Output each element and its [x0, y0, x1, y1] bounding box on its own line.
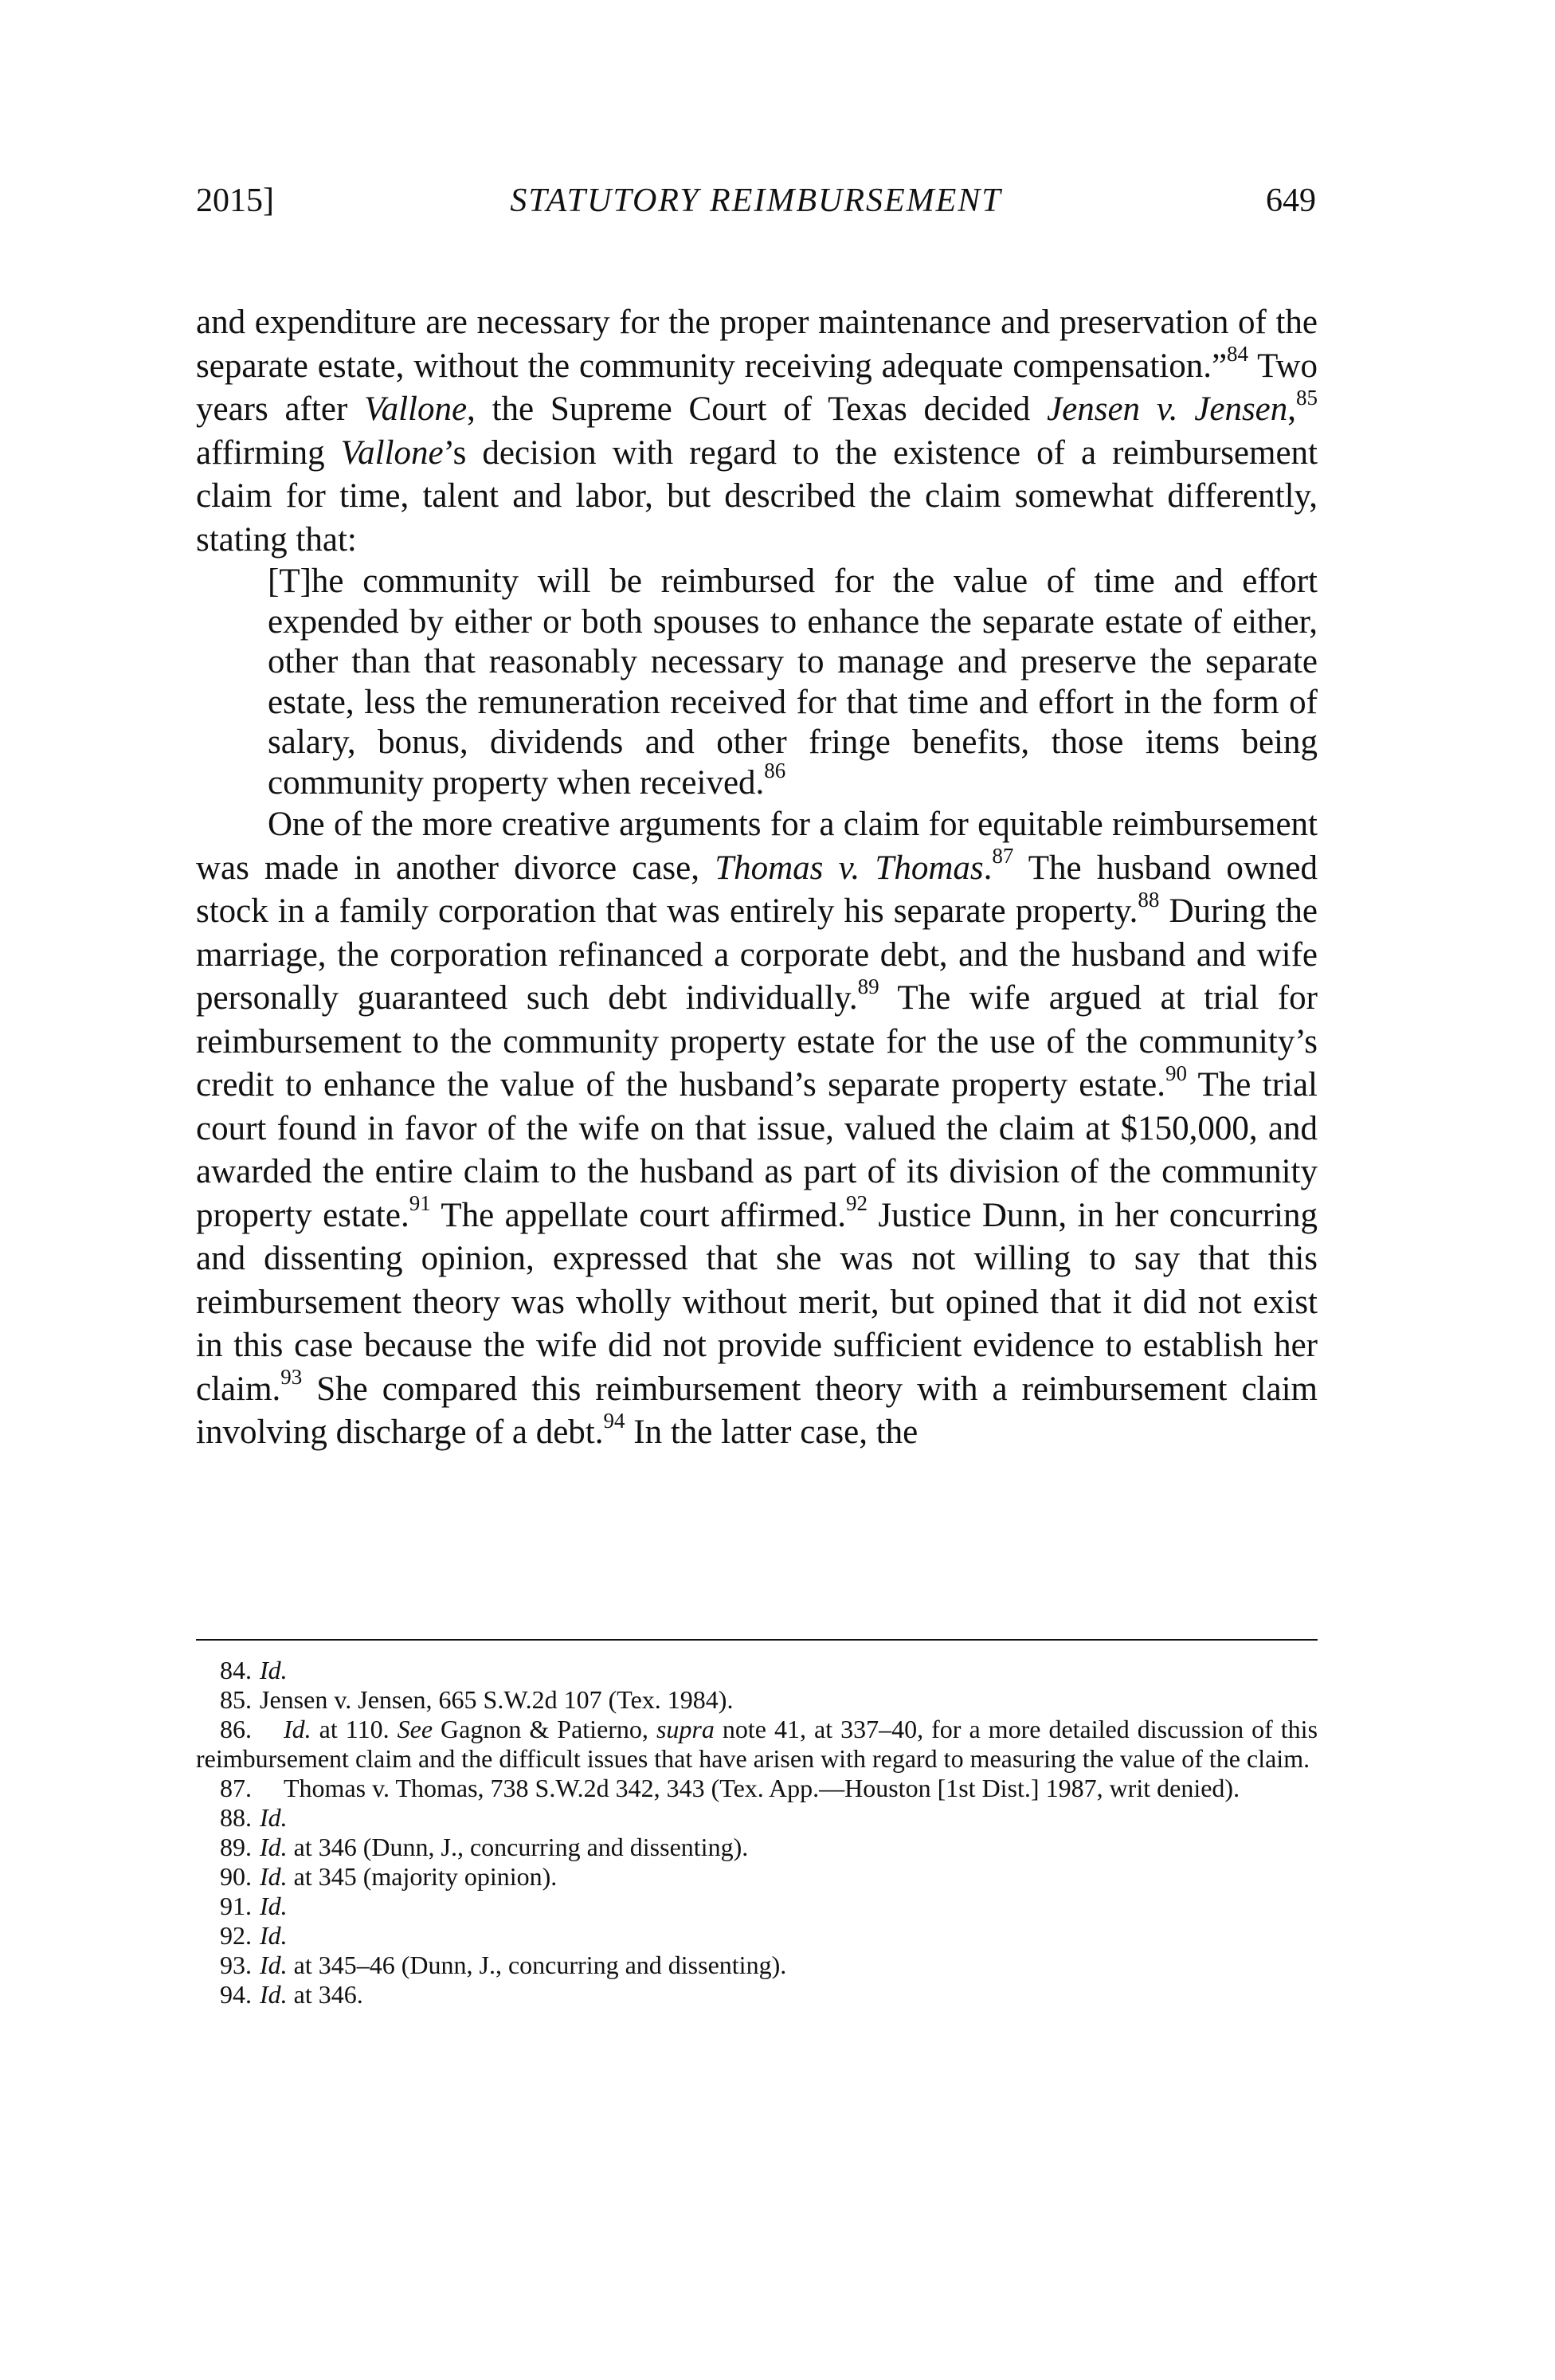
- page-number: 649: [1266, 182, 1316, 219]
- footnote-89: 89. Id. at 346 (Dunn, J., concurring and dissenting).: [220, 1833, 749, 1861]
- footnote-ref-86: 86: [764, 759, 786, 783]
- footnote-92: 92. Id.: [220, 1921, 288, 1950]
- case-name: Thomas v. Thomas: [715, 849, 984, 887]
- footnote-ref-91: 91: [409, 1191, 431, 1216]
- footnote-ref-85: 85: [1296, 385, 1318, 410]
- footnote-ref-94: 94: [603, 1408, 625, 1433]
- main-text: [196, 301, 1318, 1455]
- case-name: Vallone: [364, 390, 468, 428]
- footnote-93: 93. Id. at 345–46 (Dunn, J., concurring and dissenting).: [220, 1951, 787, 1979]
- running-header: [196, 182, 1316, 229]
- footnote-ref-88: 88: [1138, 887, 1160, 912]
- running-title: STATUTORY REIMBURSEMENT: [510, 182, 1002, 219]
- footnote-84: 84. Id.: [220, 1656, 288, 1684]
- case-name: Jensen v. Jensen: [1047, 390, 1288, 428]
- footnote-86: 86. Id. at 110. See Gagnon & Patierno, supra note 41, at 337–40, for a more detailed discussion of this reimbursement claim and the difficult issues that have arisen with regard to measuring the value of the claim.: [196, 1715, 1318, 1773]
- footnote-ref-89: 89: [857, 974, 879, 998]
- footnote-ref-84: 84: [1227, 342, 1249, 367]
- footnote-divider: [196, 1639, 1318, 1641]
- footnote-91: 91. Id.: [220, 1892, 288, 1920]
- footnote-88: 88. Id.: [220, 1803, 288, 1832]
- footnote-ref-93: 93: [280, 1365, 303, 1390]
- paragraph-2: One of the more creative arguments for a claim for equitable reimbursement was made in another divorce case, Thomas v. Thomas.$^{87}$ The husband owned stock in a family corporation that was entirely his separate property.$^{88}$ During the marriage, the corporation refinanced a corporate debt, and the husband and wife personally guaranteed such debt individually.$^{89}$ The wife argued at trial for reimbursement to the community property estate for the use of the community’s credit to enhance the value of the husband’s separate property estate.$^{90}$ The trial court found in favor of the wife on that issue, valued the claim at $150,000, and awarded the entire claim to the husband as part of its division of the community property estate.$^{91}$ The appellate court affirmed.$^{92}$ Justice Dunn, in her concurring and dissenting opinion, expressed that she was not willing to say that this reimbursement theory was wholly without merit, but opined that it did not exist in this case because the wife did not provide sufficient evidence to establish her claim.$^{93}$ She compared this reimbursement theory with a reimbursement claim involving discharge of a debt.$^{94}$ In the latter case, the: [196, 806, 1318, 1451]
- volume-year: 2015]: [196, 182, 274, 219]
- case-name: Vallone: [340, 433, 444, 472]
- footnote-ref-90: 90: [1165, 1061, 1187, 1085]
- footnote-90: 90. Id. at 345 (majority opinion).: [220, 1862, 558, 1891]
- footnote-94: 94. Id. at 346.: [220, 1980, 363, 2009]
- footnotes: [196, 1656, 1318, 2009]
- footnote-85: 85. Jensen v. Jensen, 665 S.W.2d 107 (Tex. 1984).: [220, 1685, 734, 1714]
- paragraph-1: and expenditure are necessary for the proper maintenance and preservation of the separate estate, without the community receiving adequate compensation.”$^{84}$ Two years after Vallone, the Supreme Court of Texas decided Jensen v. Jensen,$^{85}$ affirming Vallone’s decision with regard to the existence of a reimbursement claim for time, talent and labor, but described the claim somewhat differently, stating that:: [196, 304, 1318, 559]
- footnote-ref-92: 92: [845, 1191, 868, 1216]
- footnote-ref-87: 87: [992, 844, 1014, 868]
- block-quote: [T]he community will be reimbursed for the value of time and effort expended by either or both spouses to enhance the separate estate of either, other than that reasonably necessary to manage and preserve the separate estate, less the remuneration received for that time and effort in the form of salary, bonus, dividends and other fringe benefits, those items being community property when received.$^{86}$: [268, 563, 1318, 802]
- footnote-87: 87. Thomas v. Thomas, 738 S.W.2d 342, 343 (Tex. App.—Houston [1st Dist.] 1987, writ denied).: [220, 1774, 1240, 1802]
